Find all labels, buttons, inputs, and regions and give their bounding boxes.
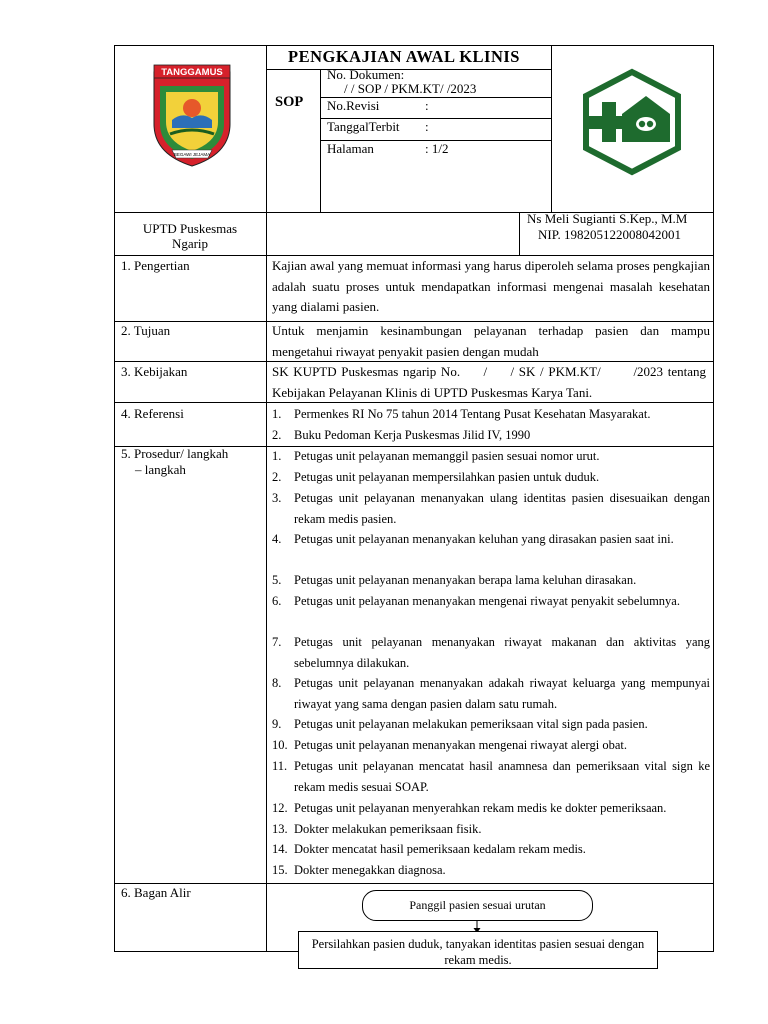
procedure-step: 1. Petugas unit pelayanan memanggil pasien sesuai nomor urut.	[272, 446, 710, 467]
sop-label: SOP	[275, 94, 304, 110]
procedure-step-text: Petugas unit pelayanan menanyakan mengenai riwayat penyakit sebelumnya.	[294, 594, 680, 608]
revision-value: :	[425, 98, 429, 113]
divider	[266, 45, 267, 255]
page-value: : 1/2	[425, 141, 449, 156]
divider	[551, 45, 552, 212]
section-text-tujuan: Untuk menjamin kesinambungan pelayanan terhadap pasien dan mampu mengetahui riwayat penyakit pasien dengan mudah	[272, 323, 710, 359]
procedure-step: 10. Petugas unit pelayanan menanyakan mengenai riwayat alergi obat.	[272, 735, 710, 756]
signer-name: Ns Meli Sugianti S.Kep., M.M	[527, 211, 688, 226]
tanggamus-logo	[148, 62, 236, 170]
doc-number-value: / / SOP / PKM.KT/ /2023	[344, 81, 477, 96]
section-text-kebijakan: SK KUPTD Puskesmas ngarip No. / / SK / PKM.KT/ /2023 tentang Kebijakan Pelayanan Klinis di UPTD Puskesmas Karya Tani.	[272, 364, 710, 400]
procedure-step: 11. Petugas unit pelayanan mencatat hasil anamnesa dan pemeriksaan vital sign ke rekam medis sesuai SOAP.	[272, 756, 710, 798]
procedure-step-text: Petugas unit pelayanan menyerahkan rekam medis ke dokter pemeriksaan.	[294, 801, 667, 815]
procedure-step-text: Petugas unit pelayanan mencatat hasil anamnesa dan pemeriksaan vital sign ke rekam medis sesuai SOAP.	[294, 759, 710, 794]
section-label-referensi: 4. Referensi	[121, 406, 184, 421]
procedure-step-text: Petugas unit pelayanan memanggil pasien sesuai nomor urut.	[294, 449, 600, 463]
org-name: UPTD Puskesmas Ngarip	[142, 221, 238, 251]
procedure-step-text: Petugas unit pelayanan melakukan pemeriksaan vital sign pada pasien.	[294, 717, 648, 731]
procedure-step-text: Petugas unit pelayanan menanyakan adakah riwayat keluarga yang mempunyai riwayat yang sama dengan pasien dalam satu rumah.	[294, 676, 710, 711]
procedure-step: 15. Dokter menegakkan diagnosa.	[272, 860, 710, 881]
signer-nip: NIP. 198205122008042001	[538, 227, 682, 242]
procedure-step: 6. Petugas unit pelayanan menanyakan mengenai riwayat penyakit sebelumnya.	[272, 591, 710, 632]
section-label-kebijakan: 3. Kebijakan	[121, 364, 188, 379]
procedure-step-text: Petugas unit pelayanan menanyakan riwayat makanan dan aktivitas yang sebelumnya dilakukan.	[294, 635, 710, 670]
procedure-step: 14. Dokter mencatat hasil pemeriksaan kedalam rekam medis.	[272, 839, 710, 860]
section-label-bagan-alir: 6. Bagan Alir	[121, 885, 191, 900]
puskesmas-logo	[578, 66, 686, 178]
publish-date-value: :	[425, 119, 429, 134]
page-title: PENGKAJIAN AWAL KLINIS	[288, 47, 520, 66]
procedure-step: 7. Petugas unit pelayanan menanyakan riwayat makanan dan aktivitas yang sebelumnya dilakukan.	[272, 632, 710, 673]
procedure-step-text: Dokter menegakkan diagnosa.	[294, 863, 446, 877]
flow-step-1: Panggil pasien sesuai urutan	[362, 890, 593, 921]
page-label: Halaman	[327, 141, 374, 156]
flow-step-2: Persilahkan pasien duduk, tanyakan identitas pasien sesuai dengan rekam medis.	[298, 931, 658, 969]
divider	[114, 883, 714, 884]
procedure-step-text: Petugas unit pelayanan menanyakan keluhan yang dirasakan pasien saat ini.	[294, 532, 674, 546]
procedure-step: 3. Petugas unit pelayanan menanyakan ulang identitas pasien disesuaikan dengan rekam medis pasien.	[272, 488, 710, 529]
divider	[519, 212, 520, 255]
doc-number-label: No. Dokumen:	[327, 67, 405, 82]
procedure-step-text: Petugas unit pelayanan menanyakan berapa lama keluhan dirasakan.	[294, 573, 637, 587]
procedure-step-text: Petugas unit pelayanan menanyakan ulang identitas pasien disesuaikan dengan rekam medis pasien.	[294, 491, 710, 526]
revision-label: No.Revisi	[327, 98, 380, 113]
procedure-step: 5. Petugas unit pelayanan menanyakan berapa lama keluhan dirasakan.	[272, 570, 710, 591]
procedure-step: 9. Petugas unit pelayanan melakukan pemeriksaan vital sign pada pasien.	[272, 714, 710, 735]
section-label-pengertian: 1. Pengertian	[121, 258, 190, 273]
logo-text: TANGGAMUS	[161, 67, 223, 78]
list-item: 1. Permenkes RI No 75 tahun 2014 Tentang Pusat Kesehatan Masyarakat.	[272, 407, 651, 421]
publish-date-label: TanggalTerbit	[327, 119, 400, 134]
procedure-step-text: Petugas unit pelayanan mempersilahkan pasien untuk duduk.	[294, 470, 600, 484]
procedure-step-text: Petugas unit pelayanan menanyakan mengenai riwayat alergi obat.	[294, 738, 627, 752]
procedure-step: 12. Petugas unit pelayanan menyerahkan rekam medis ke dokter pemeriksaan.	[272, 798, 710, 819]
procedure-step-text: Dokter mencatat hasil pemeriksaan kedalam rekam medis.	[294, 842, 586, 856]
divider	[266, 255, 267, 952]
list-item: 2. Buku Pedoman Kerja Puskesmas Jilid IV, 1990	[272, 428, 531, 442]
logo-motto: BEGAWI JEJAMA	[173, 152, 211, 157]
section-label-tujuan: 2. Tujuan	[121, 323, 171, 338]
section-label-prosedur: 5. Prosedur/ langkah	[121, 446, 229, 461]
procedure-step: 13. Dokter melakukan pemeriksaan fisik.	[272, 819, 710, 839]
divider	[266, 69, 551, 70]
procedure-step: 4. Petugas unit pelayanan menanyakan keluhan yang dirasakan pasien saat ini.	[272, 529, 710, 570]
procedure-step: 8. Petugas unit pelayanan menanyakan adakah riwayat keluarga yang mempunyai riwayat yang sama dengan pasien dalam satu rumah.	[272, 673, 710, 714]
section-text-pengertian: Kajian awal yang memuat informasi yang harus diperoleh selama proses pengkajian adalah suatu proses untuk mendapatkan informasi mengenai masalah kesehatan yang dialami pasien.	[272, 258, 710, 314]
procedure-step: 2. Petugas unit pelayanan mempersilahkan pasien untuk duduk.	[272, 467, 710, 488]
procedure-step-text: Dokter melakukan pemeriksaan fisik.	[294, 822, 482, 836]
section-label-prosedur-cont: – langkah	[135, 462, 186, 477]
